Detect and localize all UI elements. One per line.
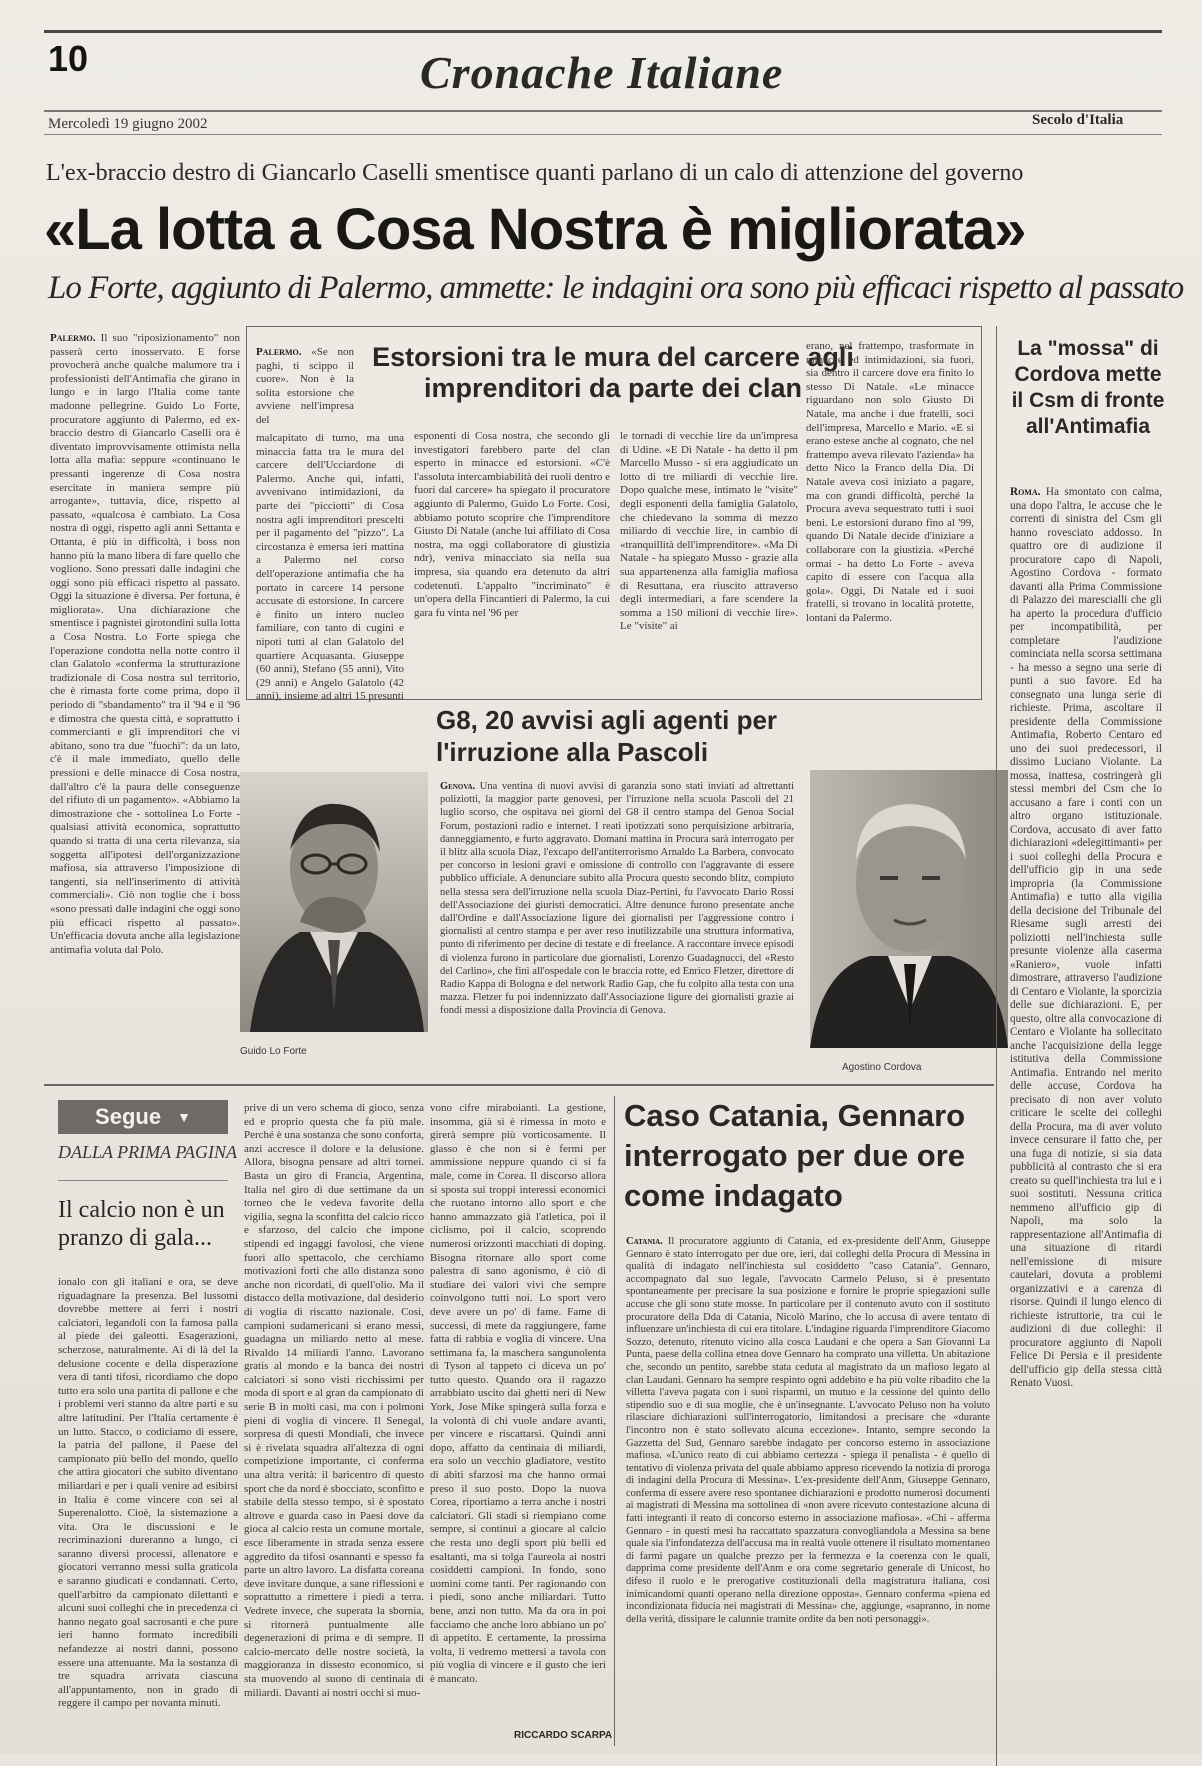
catania-dateline: Catania. bbox=[626, 1236, 663, 1247]
caption-guido-lo-forte: Guido Lo Forte bbox=[240, 1046, 307, 1057]
section-title: Cronache Italiane bbox=[420, 47, 784, 98]
estorsioni-col-3: le tornadi di vecchie lire da un'impresa di Udine. «E Di Natale - ha detto il pm Marcello Musso - si era aggiudicato un lotto di tre miliardi di vecchie lire. Dopo qualche mese, intimato le "visite" degli esponenti della famiglia Galatolo, che chiedevano la somma di mezzo miliardo di vecchie lire, in cambio di «tranquillità dell'imprenditore». «Ma Di Natale - ha spiegato Musso - grazie alla sua appartenenza alla famiglia mafiosa di Resuttana, era riuscito attraverso degli intermediari, a fare scendere la somma a 150 milioni di vecchie lire». Le "visite" ai bbox=[620, 430, 798, 633]
main-headline: «La lotta a Cosa Nostra è migliorata» bbox=[44, 197, 1026, 262]
segue-banner bbox=[58, 1100, 228, 1134]
main-body-text: Il suo "riposizionamento" non passerà certo inosservato. E forse provocherà anche qualche malumore tra i professionisti dell'Antimafia che girano in lungo e in largo l'Italia come tante madonne pellegrine. Guido Lo Forte, procuratore aggiunto di Palermo, ed ex-braccio destro di Giancarlo Caselli ora è diventato improvvisamente ottimista nella lotta alla mafia: seppure «continuano le pressanti ingerenze di Cosa nostra esercitate in maniera sempre più arrogante», tuttavia, dice, rispetto al passato, «qualcosa è cambiato. La Cosa nostra di oggi, rispetto agli anni Settanta e Ottanta, è più in difficoltà, i boss non hanno più la mano libera di fare quello che vogliono. Sono pressati dalle indagini che oggi sono più efficaci rispetto al passato. Oggi la situazione è diversa. Per fortuna, è migliorata». Una dichiarazione che smentisce i pagnisteì girotondini sulla lotta a Cosa Nostra. Lo Forte spiega che l'operazione condotta nella notte contro il clan Galatolo «conferma la strutturazione tradizionale di Cosa nostra sul territorio, che è rimasta forte come prima, dopo il periodo di "sbandamento" tra il '94 e il '96 e dimostra che questa città, e soprattutto i commercianti e gli imprenditori che vi abitano, sono tra due "fuochi": da un lato, c'è il male immediato, quello delle pressioni e delle minacce di Cosa nostra, dall'altro c'è la paura delle conseguenze del rifiuto di un pagamento». «Abbiamo la dimostrazione che - sottolinea Lo Forte - qualsiasi attività economica, soprattutto quando si tratta di una certa rilevanza, sia soggetta all'ipotesi dell'organizzazione mafiosa, sia attraverso l'imposizione di tangenti, sia nell'inserimento di attività commerciali». Ciò non toglie che i boss «sono pressati dalle indagini che oggi sono più efficaci rispetto al passato». Un'efficacia dovuta anche alla legislazione antimafia voluta dal Polo. bbox=[50, 332, 241, 956]
g8-dateline: Genova. bbox=[440, 781, 476, 792]
g8-body-text: Una ventina di nuovi avvisi di garanzia sono stati inviati ad altrettanti poliziotti, la maggior parte genovesi, per l'irruzione nella scuola Pascoli del 21 luglio scorso, che ospitava nei giorni del G8 il centro stampa del Genoa Social Forum, postazioni radio e internet. I reati ipotizzati sono perquisizione arbitraria, danneggiamento, e furto aggravato. Domani mattina in Procura sarà interrogato per il blitz alla scuola Diaz, l'excapo dell'antiterrorismo Arnaldo La Barbera, convocato per concorso in lesioni gravi e omissione di controllo con l'aggravante di essere pubblico ufficiale. A denunciare subito alla Procura questo secondo blitz, compiuto nella stessa sera dell'irruzione nella scuola Diaz-Pertini, fu l'avvocato Dario Rossi dell'Associazione dei giuristi democratici. Altre denunce furono presentate anche dall'Ordine e dall'Associazione ligure dei giornalisti per l'aggressione contro i giornalisti al centro stampa e per aver reso inutilizzabile una struttura informativa, punto di riferimento per decine di testate e di freelance. A raccontare invece episodi di violenza furono in particolare due giornalisti, Lorenzo Guadagnucci, del «Resto del Carlino», che finì all'ospedale con le braccia rotte, ed Enrico Fletzer, direttore di Radio Kappa di Bologna e del network Radio Gap, che fu colpito alla testa con una mazza. Fletzer fu poi indennizzato dall'Associazione ligure dei giornalisti grazie ai fondi messi a disposizione dalla Provincia di Genova. bbox=[440, 781, 795, 1017]
calcio-title: Il calcio non è un pranzo di gala... bbox=[58, 1197, 225, 1251]
issue-date: Mercoledì 19 giugno 2002 bbox=[48, 116, 208, 132]
estorsioni-lead bbox=[256, 346, 354, 430]
cordova-headline: La "mossa" di Cordova mette il Csm di fronte all'Antimafia bbox=[1011, 337, 1165, 438]
estorsioni-headline: Estorsioni tra le mura del carcere agli imprenditori da parte dei clan bbox=[372, 342, 854, 404]
newspaper-name: Secolo d'Italia bbox=[1032, 112, 1124, 128]
main-dateline: Palermo. bbox=[50, 332, 96, 344]
catania-body bbox=[626, 1236, 990, 1746]
main-kicker: L'ex-braccio destro di Giancarlo Caselli smentisce quanti parlano di un calo di attenzione del governo bbox=[46, 160, 1024, 186]
masthead-rule bbox=[44, 110, 1162, 112]
cordova-dateline: Roma. bbox=[1010, 486, 1041, 498]
triangle-down-icon: ▼ bbox=[177, 1109, 191, 1125]
calcio-col-1: ionalo con gli italiani e ora, se deve riguadagnare la presenza. Bel lussomi dovrebbe mettere ai ferri i nostri calciatori, legandoli con la famosa palla al piede dei galeotti. Esagerazioni, scherzose, naturalmente. Ai di là del la delusione cocente e della disperazione vera di tanti tifosi, ricordiamo che dopo tutto era solo una partita di pallone e che i problemi veri stanno da altre parti e su altre latitudini. Per l'Italia certamente è un lutto. Stacco, o codiciamo di essere, la patria del pallone, il Paese del campionato più bello del mondo, quello che attira giocatori che subito diventano miliardari e per i quali venire ad esibirsi in Italia è come vincere con sei al Superenalotto. Cioè, la sistemazione a vita. Ora le discussioni e le recriminazioni dureranno a lungo, ci saranno diversi processi, allenatore e giocatori verranno messi sulla graticola e saranno giudicati e condannati. Certo, quell'arbitro da campionato dilettanti e alcuni suoi colleghi che in precedenza ci hanno negato goal sacrosanti e che pure ieri hanno formato incredibili nefandezze ai nostri danni, possono essere una attenuante. Ma la sostanza di tre squadra arrivata ciascuna all'appuntamento, non in grado di reggere il campo per novanta minuti. bbox=[58, 1276, 238, 1710]
agostino-cordova-portrait bbox=[810, 770, 1008, 1048]
main-story-body bbox=[50, 332, 240, 1072]
calcio-col-2: prive di un vero schema di gioco, senza ed e proprio questa che fa più male. Perché è una sostanza che sono conforta, anzi accresce il dolore e la delusione. Allora, bisogna pensare ad altri tornei. Basta un giro di Francia, Argentina, Italia nel giro di due settimane da un torneo che le vedeva favorite della vigilia, segna la sconfitta del calcio ricco e sfarzoso, del calcio che impone stipendi ed ingaggi favolosi, che viene fuori allo spettacolo, che cerchiamo motivazioni forti che allo distanza sono anche non ricordati, di quell'olio. Ma il distacco della motivazione, dal desiderio di voglia di riscatto nazionale. Così, campioni sudamericani si erano messi, guadagna un miliardo netto al mese. Rivaldo 14 miliardi l'anno. Lavorano gratis al mondo e la banca dei nostri calciatori si sono visti ricchissimi per moda di sport e al gran da campionato di serie B in molti casi, ma con i polmoni pieni di voglia di vincere. Il Senegal, sorpresa di questi Mondiali, che invece si è rivelata squadra all'altezza di ogni competizione importante, ci conferma una altra verità: il baricentro di questo sport che da nord è sbocciato, sconfitto e stabile della stesso tempo, sì è spostato altrove e guarda caso in Paesi dove da gioca al calcio resta un comune mortale, esce liberamente in strada senza essere aggredito da tifosi osannanti e spesso fa parte un altro lavoro. La disfatta coreana deve invitare dunque, a sane riflessioni e soprattutto a rimettere i piedi a terra. Vedrete invece, che superata la sbornia, si ritornerà puntualmente alle degenerazioni di prima e di sempre. Il calcio-mercato delle nostre società, la maggioranza in dissesto economico, si sta muovendo al suono di centinaia di miliardi. Davanti ai nostri occhi si muo- bbox=[244, 1102, 424, 1699]
dalla-prima-pagina: DALLA PRIMA PAGINA bbox=[58, 1142, 237, 1162]
date-rule bbox=[44, 134, 1162, 135]
photo-agostino-cordova bbox=[810, 770, 1008, 1048]
segue-label: Segue bbox=[95, 1104, 162, 1129]
estorsioni-col-2: esponenti di Cosa nostra, che secondo gli investigatori farebbero parte del clan esperto in minacce ed estorsioni. «C'è l'assoluta intercambiabilità dei ruoli dentro e fuori dal carcere» ha spiegato il procuratore aggiunto di Palermo, Guido Lo Forte. Così, abbiamo potuto scoprire che l'imprenditore Giusto Di Natale (anche lui affiliato di Cosa nostra, ma oggi collaboratore di giustizia ndr), veniva minacciato sia nella sua impresa, sia quando era detenuto da altri codetenuti. L'appalto "incriminato" è un'opera della Fincantieri di Palermo, la cui gara fu vinta nel '96 per bbox=[414, 430, 610, 619]
catania-headline: Caso Catania, Gennaro interrogato per due ore come indagato bbox=[624, 1098, 966, 1213]
estorsioni-lead-text: «Se non paghi, ti scippo il cuore». Non è la solita estorsione che avviene nell'impresa del bbox=[256, 346, 355, 426]
g8-body bbox=[440, 780, 794, 1070]
estorsioni-col-4: erano, nel frattempo, trasformate in minacce ed intimidazioni, sia fuori, sia dentro il carcere dove era finito lo stesso Di Natale. «Le minacce riguardano non solo Giusto Di Natale, ma anche i due fratelli, soci dell'impresa, Marcello e Mario. «E si erano estese anche al cognato, che nel frattempo aveva rilevato l'azienda» ha detto Nico la Franco della Dia. Di Natale aveva così iniziato a pagare, ma con grandi difficoltà, perché la Procura aveva sequestrato tutti i suoi beni. Le estorsioni durano fino al '99, quando Di Natale decide d'iniziare a collaborare con la giustizia. «Perché ormai - ha detto Lo Forte - aveva capito di essere con l'acqua alla gola». Oggi, Di Natale ed i suoi fratelli, si trovano in località protette, lontani da Palermo. bbox=[806, 340, 974, 624]
top-rule bbox=[44, 30, 1162, 33]
segue-rule bbox=[58, 1180, 228, 1181]
cordova-divider bbox=[996, 326, 997, 1766]
catania-divider bbox=[614, 1096, 615, 1746]
calcio-author: RICCARDO SCARPA bbox=[514, 1730, 613, 1741]
caption-agostino-cordova: Agostino Cordova bbox=[842, 1062, 922, 1073]
main-subheadline: Lo Forte, aggiunto di Palermo, ammette: le indagini ora sono più efficaci rispetto al passato bbox=[48, 270, 1184, 306]
g8-headline: G8, 20 avvisi agli agenti per l'irruzione alla Pascoli bbox=[436, 705, 778, 767]
guido-lo-forte-portrait bbox=[240, 772, 428, 1032]
page-number: 10 bbox=[48, 38, 89, 79]
estorsioni-col-1: malcapitato di turno, ma una minaccia fatta tra le mura del carcere dell'Ucciardone di Palermo. Anche qui, infatti, avvenivano intimidazioni, da parte dei "picciotti" di Cosa nostra agli imprenditori prescelti per il pagamento del "pizzo". La circostanza è emersa ieri mattina a Palermo nel corso dell'operazione antimafia che ha portato in carcere 14 persone accusate di estorsione. In carcere è finito un intero nucleo familiare, con tanto di cugini e nipoti tutti al clan Galatolo del quartiere Acquasanta. Giuseppe (60 anni), Stefano (55 anni), Vito (29 anni) e Angelo Galatolo (42 anni), insieme ad altri 15 presunti bbox=[256, 432, 404, 703]
catania-body-text: Il procuratore aggiunto di Catania, ed ex-presidente dell'Anm, Giuseppe Gennaro è stato interrogato per due ore, ieri, dai colleghi della Procura di Messina in qualità di indagato nell'inchiesta sul cosiddetto "caso Catania". Gennaro, accompagnato dal suo legale, l'avvocato Carmelo Peluso, si è presentato spontaneamente per precisare la sua posizione e fornire le proprie spiegazioni sulle accuse che gli sono state mosse. In particolare per il contenuto avuto con il sostituto procuratore della Dda di Catania, Nicolò Marino, che lo accusa di avere tentato di influenzare un'inchiesta di cui era titolare. L'indagine riguarda l'imprenditore Giacomo Sozzo, detenuto, ritenuto vicino alla cosca Laudani e che opera a San Giovanni La Punta, paese della collina etnea dove Gennaro ha comprato una villetta. Un abitazione che, secondo un pentito, sarebbe stata ceduta al magistrato da un mafioso legato al clan Laudani. Gennaro ha sempre respinto ogni addebito e ha più volte ribadito che la villetta l'aveva pagata con i suoi risparmi, un mutuo e la cessione del quinto dello stipendio suo e di sua moglie, che è un'insegnante. L'avvocato Peluso non ha voluto rilasciare dichiarazioni sull'interrogatorio, limitandosi a precisare che «durante l'incontro non è stato sollevato alcuna eccezione». Intanto, sempre secondo la Gazzetta del Sud, Gennaro sarebbe indagato per concorso esterno in associazione mafiosa. «L'unico reato di cui abbiamo certezza - spiega il penalista - è quello di tentativo di violenza privata del quale abbiamo appreso ricevendo la notizia di proroga di indagini della Procura di Messina». L'ex-presidente dell'Anm, Giuseppe Gennaro, conferma di essere avere reso spontanee dichiarazioni e prodotto numerosi documenti ai magistrati di Messina ma sottolinea di «non avere ricevuto contestazione alcuna di fatti integranti il reato di concorso esterno in associazione mafiosa». «Chi - afferma Gennaro - in questi mesi ha raccattato spazzatura convogliandola a Messina sa bene quale sia l'infondatezza dell'accusa ma in realtà vuole ottenere il risultato momentaneo di farmi pagare un qualche prezzo per la fermezza e la coerenza con le quali, dapprima come presidente dell'Anm e ora come segretario generale di Unicost, ho difeso il ruolo e le prerogative costituzionali della magistratura italiana, così inimicandomi quanti operano nella direzione opposta». Gennaro conferma «piena ed incondizionata fiducia nei magistrati di Messina» che, aggiunge, «sapranno, in nome della verità, dissipare le calunnie tramite ordite da ben noti personaggi». bbox=[626, 1236, 990, 1625]
photo-guido-lo-forte bbox=[240, 772, 428, 1032]
calcio-col-3: vono cifre miraboianti. La gestione, insomma, già si è rimessa in moto e girerà sempre più vorticosamente. Il glasso è che non si è fermi per ammissione neppure quando ci si fa male, come in Corea. Il discorso allora si sposta sui troppi interessi economici che ruotano intorno allo sport e che hanno ammazzato già l'atletica, poi il ciclismo, poi il calcio, scoprendo numerosi orizzonti macchiati di doping. Bisogna ritornare allo sport come palestra di sano agonismo, è ciò di studiare dei valori vivi che sempre coinvolgono tutti noi. Lo sport vero deve avere un po' di fame. Fame di successi, di mete da raggiungere, fame fatta di rabbia e voglia di vincere. Una settimana fa, la maschera sangunolenta di Tyson al tappeto ci diceva un po' tutto questo. Quando ora il ragazzo arrabbiato uscito dai ghetti neri di New York, Jose Mike spingerà sulla forza e la volontà di chi vuole andare avanti, per vincere e riscattarsi. Quindi anni dopo, affatto da centinaia di miliardi, era solo un vecchio gladiatore, vestito di abiti sfarzosi ma che hanno ormai preso il suo posto. Dopo la nuova Corea, riportiamo a terra anche i nostri calciatori. Gli stadi si riempiano come sempre, si continui a giocare al calcio che resta uno degli sport più belli ed esaltanti, ma si tolga l'aureola ai nostri cosiddetti campioni. In fondo, sono uomini come tanti. Per ragionando con i piedi, sono anche miliardari. Tutto bene, anzi non tutto. Ma da ora in poi facciamo che anche loro abbiano un po' di appetito. E certamente, la prossima volta, li vedremo mettersi a tavola con più voglia di vincere e il gusto che ieri è mancato. bbox=[430, 1102, 606, 1685]
estorsioni-dateline: Palermo. bbox=[256, 346, 302, 358]
cordova-body bbox=[1010, 486, 1162, 1716]
cordova-body-text: Ha smontato con calma, una dopo l'altra, le accuse che le correnti di sinistra del Csm gli hanno rovesciato addosso. In quattro ore di audizione il procuratore capo di Napoli, Agostino Cordova - formato davanti alla Prima Commissione di Palazzo dei marescialli che gli ha aperto la procedura d'ufficio per incompatibilità, per completare l'audizione cominciata nella scorsa settimana - ha messo a segno una serie di punti a suo favore. Ed ha consegnato una lunga serie di richieste. Prima, ascoltare il presidente della Commissione Antimafia, Roberto Centaro ed uno dei suoi predecessori, il dissimo Luciano Violante. La mossa, inattesa, costringerà gli stessi membri del Csm che lo accusano a fare i conti con un altro organo istituzionale. Cordova, accusato di aver fatto dichiarazioni «delegittimanti» per i suoi colleghi della Procura e dell'ufficio gip in una sede impropria (la Commissione Antimafia) e tutto alla vigilia della decisione del Tribunale del Riesame sugli arresti dei poliziotti nell'inchiesta sulle presunte violenze alla caserma «Raniero», vuole infatti dimostrare, attraverso l'audizione di Centaro e Violante, la sporcizia delle sue dichiarazioni. E, per questo, oltre alla convocazione di Centaro e Violante ha sollecitato anche l'acquisizione della legge istitutiva della Commissione Antimafia. Entrando nel merito delle accuse, Cordova ha precisato di non aver voluto criticare le scelte dei colleghi della Procura, ma di aver voluto invece censurare il fatto che, per una fuga di notizie, si sia data pubblicità al contrasto che si era creato su quell'inchiesta tra lui e i suoi sostituti. Nessuna critica nemmeno all'ufficio gip di Napoli, ma solo la rappresentazione all'Antimafia di una situazione di ritardi nell'emissione di misure cautelari, dovuta a problemi organizzativi e a carenza di risorse. Quindi il lungo elenco di richieste istruttorie, tra cui le audizioni di due colleghi: il procuratore aggiunto di Napoli Felice Di Persia e il presidente dell'ufficio gip della stessa città Renato Vuosi. bbox=[1010, 486, 1162, 1389]
bottom-separator bbox=[44, 1084, 994, 1086]
